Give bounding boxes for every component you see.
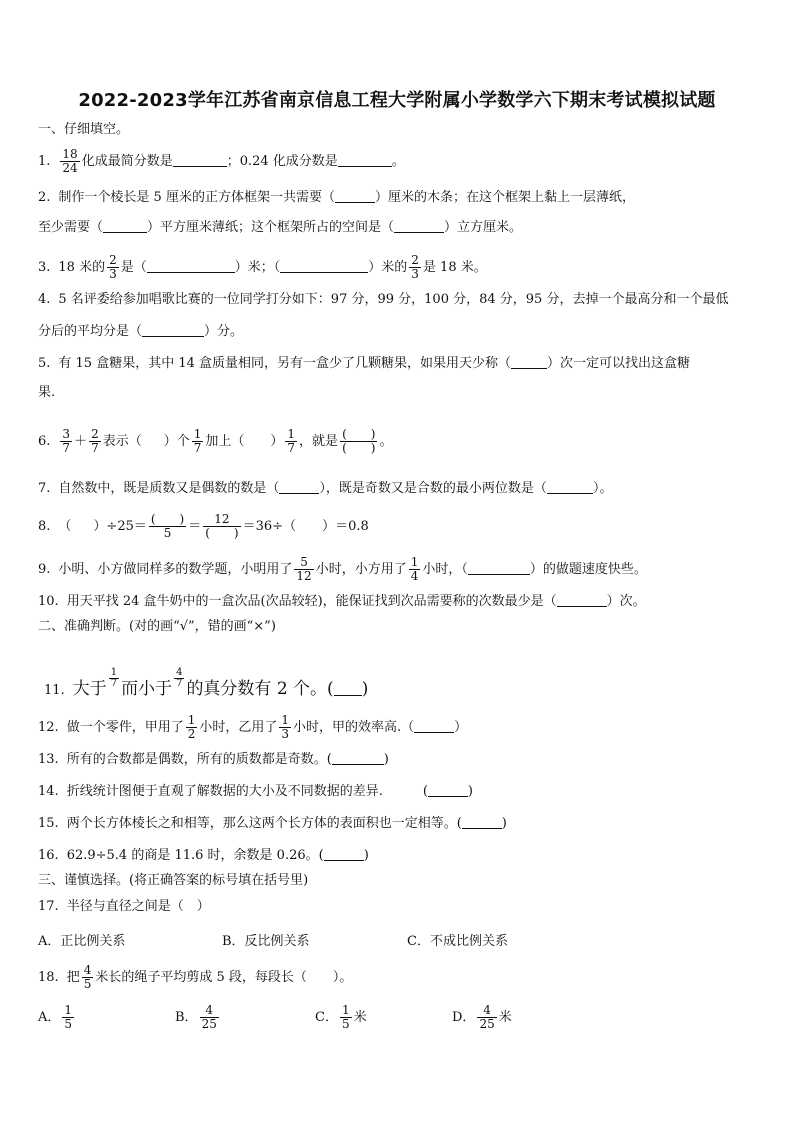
denominator: 3: [281, 727, 289, 741]
section-2-heading: 二、准确判断。(对的画“√”，错的画“×”): [38, 619, 276, 634]
question-18: [38, 964, 352, 991]
question-number: 15.: [38, 816, 59, 831]
question-16: [38, 846, 369, 865]
question-4-line-2: [38, 322, 243, 341]
question-13: [38, 750, 389, 769]
numerator: 18: [62, 147, 78, 161]
fraction: [285, 428, 297, 455]
question-number: 11.: [44, 683, 65, 698]
answer-blank[interactable]: [103, 218, 147, 233]
question-number: 18.: [38, 970, 59, 985]
answer-blank[interactable]: [414, 718, 454, 733]
numerator: 1: [410, 555, 419, 569]
question-number: 2.: [38, 190, 51, 205]
question-number: 14.: [38, 784, 59, 799]
question-text: ): [501, 816, 507, 831]
question-text: （: [58, 519, 72, 534]
question-number: 3.: [38, 260, 51, 275]
denominator: 5: [163, 526, 172, 540]
numerator: 1: [281, 713, 289, 727]
option-c[interactable]: C．不成比例关系: [407, 934, 508, 949]
section-1-heading: 一、仔细填空。: [38, 122, 130, 137]
question-number: 7.: [38, 481, 51, 496]
denominator: 7: [193, 441, 202, 455]
question-text: ）: [454, 720, 468, 735]
question-number: 4.: [38, 292, 51, 307]
question-text: 化成最简分数是: [81, 154, 173, 169]
fraction: [174, 668, 184, 689]
question-text: 小时，（: [422, 562, 468, 577]
fraction: [192, 428, 204, 455]
question-2-line-2: [38, 218, 522, 237]
question-number: 10.: [38, 594, 59, 609]
denominator: 5: [83, 977, 92, 991]
question-text: 制作一个棱长是 5 厘米的正方体框架一共需要（: [58, 190, 335, 205]
answer-blank[interactable]: [334, 681, 362, 696]
question-text: 小时，甲的效率高.（: [293, 720, 415, 735]
question-text: ）平方厘米薄纸；这个框架所占的空间是（: [147, 220, 395, 235]
question-text: 用天平找 24 盒牛奶中的一盒次品(次品较轻)，能保证找到次品需要称的次数最少是（: [66, 594, 557, 609]
fraction: [60, 148, 79, 175]
question-text: ）次。: [606, 594, 646, 609]
answer-blank[interactable]: [173, 152, 227, 167]
question-number: 5.: [38, 356, 51, 371]
fraction: [89, 428, 101, 455]
denominator: 7: [176, 678, 183, 689]
question-10: [38, 592, 646, 611]
question-17: [38, 898, 210, 916]
question-text: 大于: [72, 679, 107, 699]
option-a[interactable]: A．正比例关系: [38, 934, 126, 949]
numerator: 2: [411, 253, 419, 267]
page-title: 2022-2023学年江苏省南京信息工程大学附属小学数学六下期末考试模拟试题: [78, 90, 716, 111]
question-8: [38, 513, 369, 540]
question-number: 9.: [38, 562, 51, 577]
denominator: 7: [62, 441, 71, 455]
question-3: [38, 254, 487, 281]
numerator: 2: [91, 427, 99, 441]
question-text: ＝36÷（: [242, 519, 297, 534]
question-text: 两个长方体棱长之和相等，那么这两个长方体的表面积也一定相等。(: [66, 816, 462, 831]
numerator: 1: [193, 427, 202, 441]
numerator: 1: [341, 1003, 350, 1017]
question-number: 17.: [38, 899, 59, 914]
fraction: [62, 1004, 74, 1031]
question-9: [38, 556, 647, 583]
numerator: 4: [477, 1004, 496, 1018]
numerator: 4: [200, 1004, 219, 1018]
option-label: B．: [175, 1010, 198, 1025]
question-text: ): [467, 784, 473, 799]
denominator: 5: [64, 1017, 73, 1031]
question-text: 至少需要（: [38, 220, 104, 235]
denominator: ( ): [205, 526, 239, 540]
question-text: ）的做题速度快些。: [529, 562, 647, 577]
option-b[interactable]: [175, 1004, 221, 1031]
fraction: [60, 428, 72, 455]
numerator: 1: [110, 667, 118, 678]
question-text: ): [363, 848, 369, 863]
question-number: 13.: [38, 752, 59, 767]
question-text: 而小于: [121, 679, 173, 699]
question-text: 小时，乙用了: [199, 720, 278, 735]
fraction: [200, 1004, 219, 1031]
question-text: ）。: [592, 481, 613, 496]
question-5: [38, 354, 690, 373]
question-number: 6.: [38, 434, 51, 449]
denominator: 4: [410, 569, 419, 583]
question-text: 18 米的: [58, 260, 106, 275]
question-text: 分后的平均分是（: [38, 324, 143, 339]
option-c[interactable]: [315, 1004, 367, 1031]
question-number: 12.: [38, 720, 59, 735]
option-label: C．: [315, 1010, 338, 1025]
question-text: ）米；（: [234, 260, 281, 275]
option-d[interactable]: [452, 1004, 512, 1031]
unit: 米: [353, 1010, 367, 1025]
numerator: 12: [203, 513, 240, 527]
section-3-heading: 三、谨慎选择。(将正确答案的标号填在括号里): [38, 873, 309, 888]
question-text: 有 15 盒糖果，其中 14 盒质量相同，另有一盒少了几颗糖果，如果用天少称（: [58, 356, 512, 371]
question-text: ，就是: [299, 434, 339, 449]
question-text: 做一个零件，甲用了: [66, 720, 184, 735]
denominator: 25: [479, 1017, 495, 1031]
question-text: ＝: [188, 519, 202, 534]
answer-blank[interactable]: [335, 188, 375, 203]
answer-blank[interactable]: [511, 354, 547, 369]
answer-blank[interactable]: [147, 258, 235, 273]
numerator: 1: [287, 427, 296, 441]
question-4: [38, 291, 728, 309]
option-a[interactable]: [38, 1004, 76, 1031]
answer-blank[interactable]: [324, 846, 364, 861]
question-2: [38, 188, 635, 207]
question-7: [38, 479, 612, 498]
question-text: (: [422, 784, 428, 799]
question-5-line-2: 果.: [38, 385, 56, 400]
denominator: 12: [296, 569, 312, 583]
question-text: 小时，小方用了: [315, 562, 407, 577]
question-text: 折线统计图便于直观了解数据的大小及不同数据的差异.: [66, 784, 383, 799]
fraction-blank[interactable]: [340, 428, 377, 455]
fraction: [203, 513, 240, 540]
answer-blank[interactable]: [279, 479, 319, 494]
question-text: ）个: [163, 434, 190, 449]
fraction: [107, 254, 119, 281]
denominator: 7: [91, 441, 99, 455]
question-text: 把: [66, 970, 80, 985]
denominator: 7: [110, 678, 118, 689]
answer-blank[interactable]: [428, 782, 468, 797]
question-number: 8.: [38, 519, 51, 534]
question-text: 62.9÷5.4 的商是 11.6 时，余数是 0.26。(: [66, 848, 324, 863]
numerator: 3: [62, 427, 71, 441]
question-text: 5 名评委给参加唱歌比赛的一位同学打分如下：97 分，99 分，100 分，84 分，95 分，去掉一个最高分和一个最低: [58, 292, 729, 307]
question-text: ）: [270, 434, 284, 449]
question-text: ): [361, 679, 369, 699]
fraction: [409, 556, 421, 583]
option-b[interactable]: B．反比例关系: [222, 934, 310, 949]
question-14: [38, 782, 473, 801]
question-text: 加上（: [205, 434, 245, 449]
question-text: 是 18 米。: [422, 260, 487, 275]
question-text: ；0.24 化成分数是: [226, 154, 338, 169]
answer-blank[interactable]: [394, 218, 444, 233]
answer-blank[interactable]: [468, 560, 530, 575]
question-text: 。: [391, 154, 405, 169]
question-text: ）÷25＝: [93, 519, 147, 534]
question-6: 6. $\frac{3}{7}$ ＋ $\frac{2}{7}$ 表示（ ）个 $\frac{1}{7}$ 加上（ ） $\frac{1}{7}$ ，就是 $\frac{( )}{( )}$ 。: [38, 427, 393, 455]
question-text: ): [383, 752, 389, 767]
answer-blank[interactable]: [462, 814, 502, 829]
numerator: 1: [187, 713, 196, 727]
numerator: 4: [83, 963, 92, 977]
fraction: [340, 1004, 352, 1031]
unit: 米: [498, 1010, 512, 1025]
denominator: 2: [187, 727, 196, 741]
answer-blank[interactable]: [142, 322, 204, 337]
denominator: 3: [411, 267, 419, 281]
question-text: ）＝0.8: [322, 519, 369, 534]
numerator: ( ): [342, 427, 376, 441]
denominator: ( ): [342, 441, 376, 455]
fraction: [82, 964, 94, 991]
answer-blank[interactable]: [557, 592, 607, 607]
denominator: 3: [109, 267, 117, 281]
fraction: [477, 1004, 496, 1031]
fraction: [294, 556, 313, 583]
question-12: [38, 714, 467, 741]
numerator: 5: [294, 556, 313, 570]
question-text: 米长的绳子平均剪成 5 段，每段长（ ）。: [95, 970, 353, 985]
fraction: [186, 714, 198, 741]
question-text: 自然数中，既是质数又是偶数的数是（: [58, 481, 280, 496]
denominator: 7: [287, 441, 296, 455]
question-text: 表示（: [102, 434, 142, 449]
question-text: ）米的: [368, 260, 408, 275]
question-text: ）立方厘米。: [444, 220, 523, 235]
question-text: 的真分数有 2 个。(: [186, 679, 334, 699]
question-15: [38, 814, 507, 833]
question-text: 小明、小方做同样多的数学题，小明用了: [58, 562, 293, 577]
denominator: 24: [62, 161, 78, 175]
answer-blank[interactable]: [280, 258, 368, 273]
question-text: 。: [379, 434, 393, 449]
answer-blank[interactable]: [547, 479, 593, 494]
answer-blank[interactable]: [338, 152, 392, 167]
fraction: [109, 668, 119, 689]
option-label: D．: [452, 1010, 476, 1025]
fraction: [149, 513, 186, 540]
fraction: [409, 254, 421, 281]
question-text: ）厘米的木条；在这个框架上黏上一层薄纸，: [374, 190, 635, 205]
question-1: [38, 148, 405, 175]
option-label: A．: [38, 1010, 61, 1025]
question-text: 半径与直径之间是（ ）: [66, 899, 210, 914]
answer-blank[interactable]: [332, 750, 384, 765]
fraction: [279, 714, 291, 741]
question-text: 所有的合数都是偶数，所有的质数都是奇数。(: [66, 752, 332, 767]
question-text: ）次一定可以找出这盒糖: [547, 356, 691, 371]
numerator: 1: [64, 1003, 73, 1017]
denominator: 5: [341, 1017, 350, 1031]
numerator: 4: [176, 667, 183, 678]
question-11: [44, 668, 368, 700]
denominator: 25: [201, 1017, 217, 1031]
numerator: ( ): [150, 512, 185, 526]
question-number: 1.: [38, 154, 51, 169]
question-text: 是（: [120, 260, 147, 275]
numerator: 2: [109, 253, 117, 267]
question-text: ），既是奇数又是合数的最小两位数是（: [319, 481, 547, 496]
question-text: ）分。: [204, 324, 244, 339]
question-number: 16.: [38, 848, 59, 863]
